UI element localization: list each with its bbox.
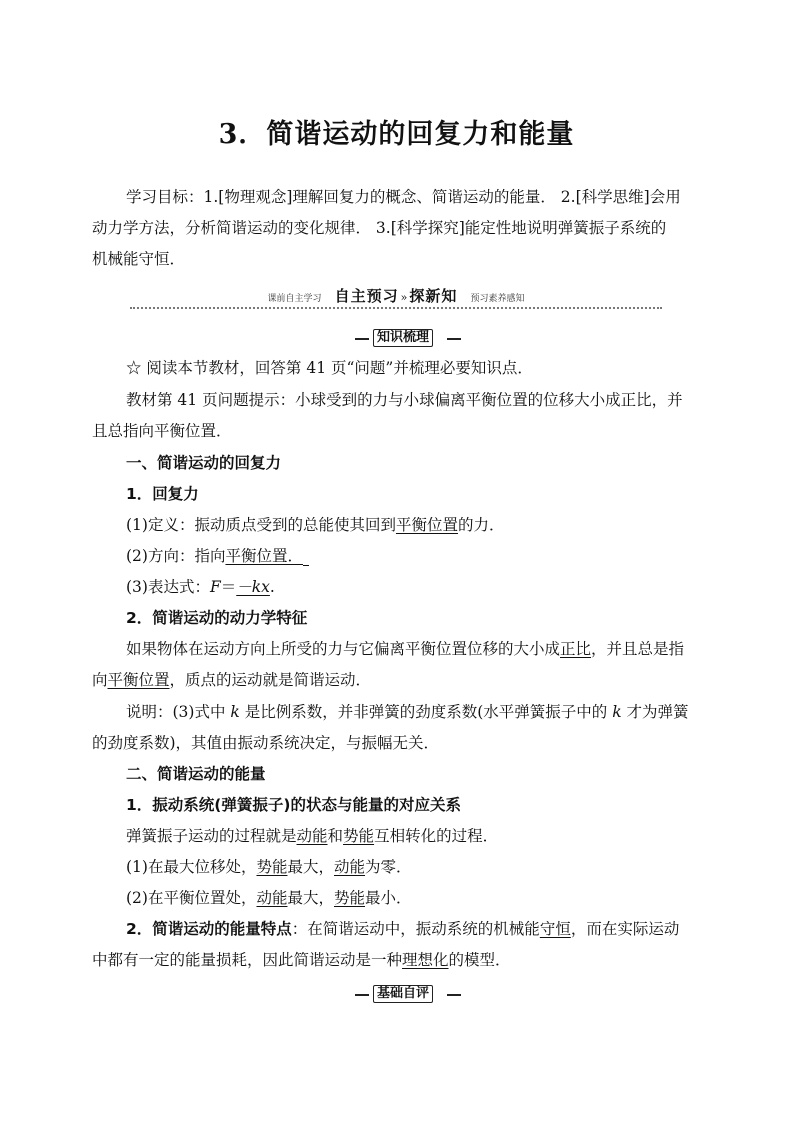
energy-feature-line-1: 2．简谐运动的能量特点：在简谐运动中，振动系统的机械能守恒，而在实际运动 bbox=[126, 920, 680, 938]
objectives-line-2: 动力学方法，分析简谐运动的变化规律． 3.[科学探究]能定性地说明弹簧振子系统的 bbox=[92, 219, 667, 237]
objectives-line-1: 学习目标：1.[物理观念]理解回复力的概念、简谐运动的能量． 2.[科学思维]会用 bbox=[126, 188, 681, 206]
banner-main-text-1: 自主预习 bbox=[334, 287, 399, 305]
answer-kinetic: 动能 bbox=[296, 827, 328, 845]
objectives-line-3: 机械能守恒． bbox=[92, 250, 186, 268]
answer-idealized: 理想化 bbox=[402, 951, 449, 969]
answer-conserved: 守恒 bbox=[539, 920, 571, 938]
banner-divider bbox=[130, 307, 662, 309]
definition-line: (1)定义：振动质点受到的总能使其回到平衡位置的力． bbox=[126, 516, 505, 534]
section-banner bbox=[130, 283, 662, 309]
section-label-self-eval: 基础自评 bbox=[355, 986, 465, 1004]
answer-balance-position: 平衡位置 bbox=[395, 516, 458, 534]
note-line-2: 的劲度系数)，其值由振动系统决定，与振幅无关． bbox=[92, 734, 440, 752]
answer-direction: 平衡位置． bbox=[225, 547, 303, 565]
part1-subheading-2: 2．简谐运动的动力学特征 bbox=[126, 609, 308, 627]
expression-line: (3)表达式：F＝－kx. bbox=[126, 578, 275, 596]
intro-line-2: 教材第 41 页问题提示：小球受到的力与小球偏离平衡位置的位移大小成正比，并 bbox=[126, 391, 683, 409]
answer-balance-position-2: 平衡位置 bbox=[107, 671, 170, 689]
double-arrow-icon: » bbox=[400, 291, 408, 304]
answer-proportional: 正比 bbox=[560, 640, 592, 658]
max-displacement-line: (1)在最大位移处，势能最大，动能为零． bbox=[126, 858, 412, 876]
answer-potential: 势能 bbox=[343, 827, 375, 845]
part1-subheading-1: 1．回复力 bbox=[126, 485, 199, 503]
banner-main-text-2: 探新知 bbox=[409, 287, 458, 305]
banner-left-text: 课前自主学习 bbox=[267, 294, 322, 304]
section-label-knowledge: 知识梳理 bbox=[355, 330, 465, 348]
part2-heading: 二、简谐运动的能量 bbox=[126, 765, 266, 783]
answer-expression: －kx bbox=[236, 578, 270, 596]
feature-line-2: 向平衡位置，质点的运动就是简谐运动． bbox=[92, 671, 372, 689]
equilibrium-line: (2)在平衡位置处，动能最大，势能最小． bbox=[126, 889, 412, 907]
note-line-1: 说明：(3)式中 k 是比例系数，并非弹簧的劲度系数(水平弹簧振子中的 k 才为弹簧 bbox=[126, 703, 689, 721]
direction-line: (2)方向：指向平衡位置． bbox=[126, 546, 309, 566]
intro-line-1: ☆ 阅读本节教材，回答第 41 页“问题”并梳理必要知识点． bbox=[126, 359, 533, 377]
banner-right-text: 预习素养感知 bbox=[470, 294, 525, 304]
feature-line-1: 如果物体在运动方向上所受的力与它偏离平衡位置位移的大小成正比，并且总是指 bbox=[126, 640, 685, 658]
intro-line-3: 且总指向平衡位置． bbox=[92, 422, 232, 440]
energy-feature-line-2: 中都有一定的能量损耗，因此简谐运动是一种理想化的模型． bbox=[92, 951, 511, 969]
page-title: 3．简谐运动的回复力和能量 bbox=[218, 119, 575, 150]
part2-subheading-1: 1．振动系统(弹簧振子)的状态与能量的对应关系 bbox=[126, 796, 461, 814]
conversion-line: 弹簧振子运动的过程就是动能和势能互相转化的过程． bbox=[126, 827, 499, 845]
part1-heading: 一、简谐运动的回复力 bbox=[126, 454, 282, 472]
